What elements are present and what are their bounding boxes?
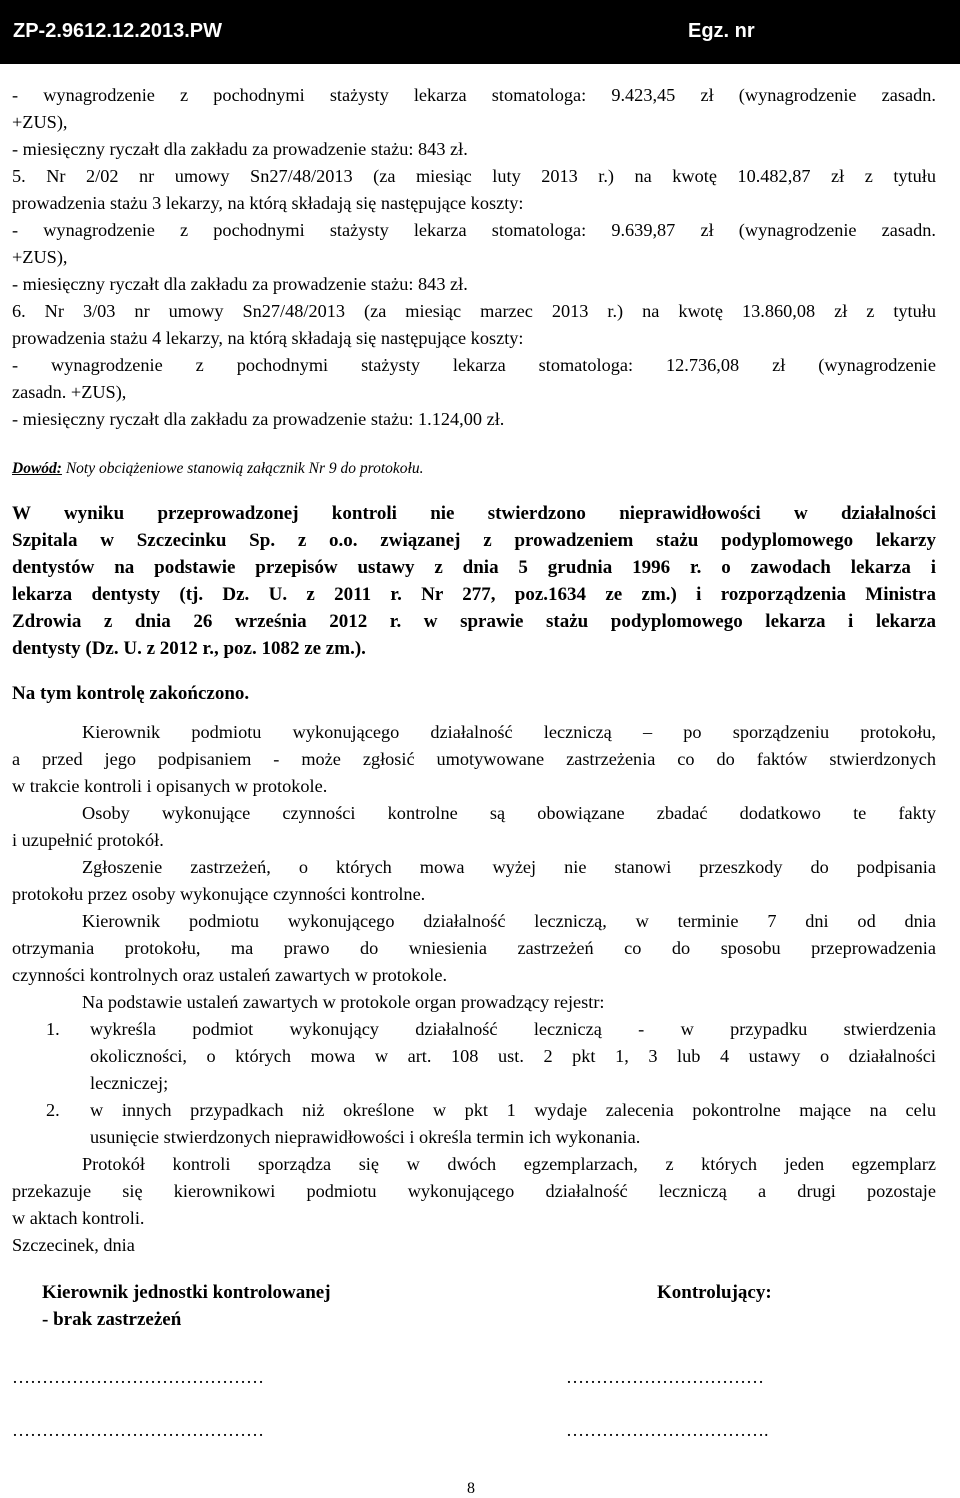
conclusion-line: W wyniku przeprowadzonej kontroli nie stwierdzono nieprawidłowości w działalności [12,503,936,524]
text-line: - wynagrodzenie z pochodnymi stażysty lekarza stomatologa: 9.639,87 zł (wynagrodzenie zasadn. [12,220,936,240]
conclusion-line: Zdrowia z dnia 26 września 2012 r. w sprawie stażu podyplomowego lekarza i lekarza [12,611,936,632]
list-line: okoliczności, o których mowa w art. 108 ust. 2 pkt 1, 3 lub 4 ustawy o działalności [90,1046,936,1066]
paragraph-line: przekazuje się kierownikowi podmiotu wykonującego działalność leczniczą a drugi pozostaje [12,1181,936,1201]
list-item [12,1016,936,1097]
evidence-text: Noty obciążeniowe stanowią załącznik Nr 9 do protokołu. [61,460,424,477]
list-line: wykreśla podmiot wykonujący działalność leczniczą - w przypadku stwierdzenia [90,1019,936,1039]
conclusion-line: dentysty (Dz. U. z 2012 r., poz. 1082 ze zm.). [12,638,366,659]
paragraph-line: a przed jego podpisaniem - może zgłosić umotywowane zastrzeżenia co do faktów stwierdzonych [12,749,936,769]
text-line: - wynagrodzenie z pochodnymi stażysty lekarza stomatologa: 12.736,08 zł (wynagrodzenie [12,355,936,375]
text-line: - miesięczny ryczałt dla zakładu za prowadzenie stażu: 1.124,00 zł. [12,409,505,429]
paragraph-line: w aktach kontroli. [12,1208,145,1228]
closing-statement: Na tym kontrolę zakończono. [12,683,250,704]
page-number: 8 [467,1480,475,1497]
copy-number-label: Egz. nr [688,20,755,42]
place-date-line: Szczecinek, dnia [12,1235,135,1255]
signature-line-left: …………………………………… [12,1367,264,1387]
text-line: zasadn. +ZUS), [12,382,127,402]
paragraph-line: i uzupełnić protokół. [12,830,164,850]
conclusion-line: lekarza dentysty (tj. Dz. U. z 2011 r. Nr 277, poz.1634 ze zm.) i rozporządzenia Ministra [12,584,936,605]
text-line: prowadzenia stażu 4 lekarzy, na którą składają się następujące koszty: [12,328,524,348]
document-id: ZP-2.9612.12.2013.PW [13,20,223,42]
signature-line-right: ……………………………. [566,1420,769,1440]
controller-title: Kontrolujący: [657,1282,772,1303]
paragraph-line: Zgłoszenie zastrzeżeń, o których mowa wyżej nie stanowi przeszkody do podpisania [82,857,936,877]
signature-line-left: …………………………………… [12,1420,264,1440]
list-line: usunięcie stwierdzonych nieprawidłowości i określa termin ich wykonania. [90,1127,641,1147]
text-line: - wynagrodzenie z pochodnymi stażysty lekarza stomatologa: 9.423,45 zł (wynagrodzenie zasadn. [12,85,936,105]
evidence-note [12,455,936,482]
text-line: 6. Nr 3/03 nr umowy Sn27/48/2013 (za miesiąc marzec 2013 r.) na kwotę 13.860,08 zł z tytułu [12,301,936,321]
paragraph-line: Na podstawie ustaleń zawartych w protokole organ prowadzący rejestr: [82,992,605,1012]
controlled-unit-head-title: Kierownik jednostki kontrolowanej [42,1282,331,1303]
paragraph-line: czynności kontrolnych oraz ustaleń zawartych w protokole. [12,965,448,985]
text-line: +ZUS), [12,247,68,267]
list-line: w innych przypadkach niż określone w pkt 1 wydaje zalecenia pokontrolne mające na celu [90,1100,936,1120]
conclusion-line: Szpitala w Szczecinku Sp. z o.o. związanej z prowadzeniem stażu podyplomowego lekarzy [12,530,936,551]
document-header [0,0,960,64]
text-line: +ZUS), [12,112,68,132]
text-line: - miesięczny ryczałt dla zakładu za prowadzenie stażu: 843 zł. [12,139,468,159]
paragraph-line: protokołu przez osoby wykonujące czynności kontrolne. [12,884,426,904]
paragraph-line: w trakcie kontroli i opisanych w protokole. [12,776,328,796]
document-body [12,82,936,1259]
list-number: 2. [46,1100,60,1120]
list-number: 1. [46,1019,60,1039]
paragraph-line: Protokół kontroli sporządza się w dwóch egzemplarzach, z których jeden egzemplarz [82,1154,936,1174]
paragraph-line: otrzymania protokołu, ma prawo do wniesienia zastrzeżeń co do sposobu przeprowadzenia [12,938,936,958]
paragraph-line: Osoby wykonujące czynności kontrolne są obowiązane zbadać dodatkowo te fakty [82,803,936,823]
paragraph-line: Kierownik podmiotu wykonującego działalność leczniczą – po sporządzeniu protokołu, [82,722,936,742]
text-line: - miesięczny ryczałt dla zakładu za prowadzenie stażu: 843 zł. [12,274,468,294]
conclusion-line: dentystów na podstawie przepisów ustawy z dnia 5 grudnia 1996 r. o zawodach lekarza i [12,557,936,578]
no-objections-note: - brak zastrzeżeń [42,1309,182,1330]
list-item [12,1097,936,1151]
evidence-label: Dowód: [12,460,62,477]
text-line: prowadzenia stażu 3 lekarzy, na którą składają się następujące koszty: [12,193,524,213]
signature-line-right: …………………………… [566,1367,764,1387]
list-line: leczniczej; [90,1073,169,1093]
text-line: 5. Nr 2/02 nr umowy Sn27/48/2013 (za miesiąc luty 2013 r.) na kwotę 10.482,87 zł z tytułu [12,166,936,186]
paragraph-line: Kierownik podmiotu wykonującego działalność leczniczą, w terminie 7 dni od dnia [82,911,936,931]
